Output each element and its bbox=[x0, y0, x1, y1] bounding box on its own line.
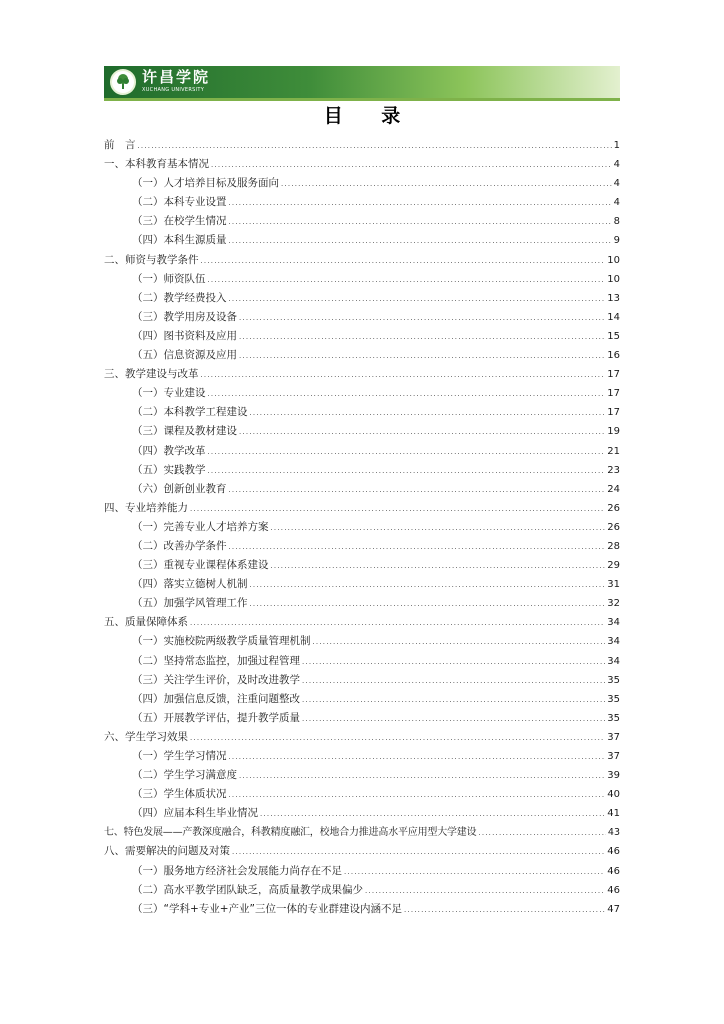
toc-dot-leader bbox=[302, 710, 605, 729]
toc-dot-leader bbox=[190, 614, 605, 633]
toc-entry[interactable] bbox=[104, 804, 620, 823]
toc-dot-leader bbox=[229, 481, 606, 500]
toc-entry[interactable] bbox=[104, 346, 620, 365]
header-underline bbox=[104, 98, 620, 101]
toc-entry-page-number: 13 bbox=[607, 292, 620, 304]
toc-entry[interactable] bbox=[104, 365, 620, 384]
toc-dot-leader bbox=[232, 843, 605, 862]
toc-entry[interactable] bbox=[104, 671, 620, 690]
toc-entry-page-number: 8 bbox=[613, 216, 620, 228]
toc-entry[interactable] bbox=[104, 766, 620, 785]
toc-dot-leader bbox=[302, 653, 605, 672]
toc-entry-title: （三）教学用房及设备 bbox=[132, 310, 237, 323]
toc-entry-title: 前 言 bbox=[104, 139, 136, 151]
toc-entry-title: （二）学生学习满意度 bbox=[132, 769, 237, 782]
toc-entry[interactable] bbox=[104, 862, 620, 881]
toc-entry[interactable] bbox=[104, 881, 620, 900]
toc-entry-page-number: 4 bbox=[613, 197, 620, 209]
toc-dot-leader bbox=[239, 347, 605, 366]
toc-entry-page-number: 32 bbox=[607, 598, 620, 610]
toc-entry[interactable] bbox=[104, 403, 620, 422]
table-of-contents bbox=[104, 136, 620, 919]
toc-entry-title: （四）图书资料及应用 bbox=[132, 329, 237, 342]
toc-entry-page-number: 40 bbox=[607, 789, 620, 801]
toc-entry[interactable] bbox=[104, 327, 620, 346]
toc-entry-page-number: 10 bbox=[607, 254, 620, 266]
toc-entry-page-number: 17 bbox=[607, 369, 620, 381]
toc-dot-leader bbox=[250, 595, 606, 614]
toc-entry-page-number: 26 bbox=[607, 502, 620, 514]
toc-entry[interactable] bbox=[104, 709, 620, 728]
toc-entry-title: （二）本科专业设置 bbox=[132, 196, 227, 209]
toc-entry-title: （三）学生体质状况 bbox=[132, 788, 227, 801]
toc-entry-page-number: 15 bbox=[607, 330, 620, 342]
toc-entry-title: （一）专业建设 bbox=[132, 387, 206, 400]
toc-entry-title: （二）本科教学工程建设 bbox=[132, 406, 248, 419]
toc-entry[interactable] bbox=[104, 480, 620, 499]
toc-entry[interactable] bbox=[104, 594, 620, 613]
toc-dot-leader bbox=[239, 328, 605, 347]
toc-dot-leader bbox=[271, 557, 606, 576]
toc-entry-page-number: 35 bbox=[607, 674, 620, 686]
toc-entry[interactable] bbox=[104, 900, 620, 919]
toc-dot-leader bbox=[271, 519, 606, 538]
tree-icon bbox=[114, 73, 132, 91]
toc-entry-title: 七、特色发展——产教深度融合，科教精度融汇，校地合力推进高水平应用型大学建设 bbox=[104, 827, 477, 839]
toc-entry-page-number: 46 bbox=[607, 884, 620, 896]
toc-entry-page-number: 17 bbox=[607, 407, 620, 419]
page-title: 目 录 bbox=[323, 105, 417, 127]
toc-dot-leader bbox=[404, 901, 605, 920]
toc-dot-leader bbox=[190, 729, 605, 748]
toc-dot-leader bbox=[229, 290, 606, 309]
university-logo-text: 许昌学院 bbox=[142, 68, 211, 86]
toc-dot-leader bbox=[229, 194, 612, 213]
toc-entry-page-number: 37 bbox=[607, 731, 620, 743]
toc-entry-page-number: 46 bbox=[607, 846, 620, 858]
toc-dot-leader bbox=[250, 576, 606, 595]
toc-dot-leader bbox=[229, 748, 606, 767]
toc-entry[interactable] bbox=[104, 174, 620, 193]
toc-entry-title: （五）信息资源及应用 bbox=[132, 349, 237, 362]
toc-entry[interactable] bbox=[104, 537, 620, 556]
toc-entry-title: （五）实践教学 bbox=[132, 463, 206, 476]
toc-entry-page-number: 14 bbox=[607, 311, 620, 323]
toc-entry-title: 六、学生学习效果 bbox=[104, 730, 188, 743]
toc-entry-title: （五）开展教学评估，提升教学质量 bbox=[132, 711, 300, 724]
toc-entry-title: （四）落实立德树人机制 bbox=[132, 578, 248, 591]
toc-entry-page-number: 35 bbox=[607, 693, 620, 705]
toc-dot-leader bbox=[229, 213, 612, 232]
toc-entry-page-number: 35 bbox=[607, 712, 620, 724]
toc-dot-leader bbox=[208, 271, 606, 290]
toc-entry[interactable] bbox=[104, 289, 620, 308]
page-header bbox=[104, 66, 620, 102]
toc-entry-page-number: 34 bbox=[607, 636, 620, 648]
toc-entry-page-number: 34 bbox=[607, 655, 620, 667]
toc-dot-leader bbox=[302, 672, 605, 691]
toc-dot-leader bbox=[344, 863, 605, 882]
toc-entry[interactable] bbox=[104, 212, 620, 231]
toc-entry-title: （四）本科生源质量 bbox=[132, 234, 227, 247]
toc-entry-page-number: 16 bbox=[607, 350, 620, 362]
toc-entry-page-number: 19 bbox=[607, 426, 620, 438]
toc-entry-title: （三）关注学生评价，及时改进教学 bbox=[132, 673, 300, 686]
toc-entry-page-number: 23 bbox=[607, 464, 620, 476]
toc-entry[interactable] bbox=[104, 461, 620, 480]
toc-entry-title: （一）学生学习情况 bbox=[132, 750, 227, 762]
toc-entry[interactable] bbox=[104, 442, 620, 461]
toc-entry[interactable] bbox=[104, 728, 620, 747]
toc-entry[interactable] bbox=[104, 823, 620, 842]
toc-entry-title: （三）“学科+专业+产业”三位一体的专业群建设内涵不足 bbox=[132, 902, 402, 915]
toc-dot-leader bbox=[229, 232, 612, 251]
toc-entry[interactable] bbox=[104, 193, 620, 212]
toc-entry[interactable] bbox=[104, 422, 620, 441]
toc-entry-page-number: 28 bbox=[607, 540, 620, 552]
toc-dot-leader bbox=[260, 805, 605, 824]
toc-entry-title: 五、质量保障体系 bbox=[104, 616, 188, 629]
toc-entry-page-number: 39 bbox=[607, 770, 620, 782]
toc-entry[interactable] bbox=[104, 613, 620, 632]
toc-dot-leader bbox=[201, 252, 606, 271]
toc-entry[interactable] bbox=[104, 155, 620, 174]
university-emblem-icon bbox=[110, 69, 136, 95]
toc-entry-title: （三）课程及教材建设 bbox=[132, 425, 237, 438]
toc-entry[interactable] bbox=[104, 270, 620, 289]
toc-entry-page-number: 41 bbox=[607, 808, 620, 820]
toc-dot-leader bbox=[239, 309, 605, 328]
toc-entry[interactable] bbox=[104, 690, 620, 709]
toc-entry-page-number: 24 bbox=[607, 483, 620, 495]
toc-entry[interactable] bbox=[104, 842, 620, 861]
toc-entry-page-number: 4 bbox=[613, 178, 620, 190]
toc-entry-page-number: 4 bbox=[613, 159, 620, 171]
toc-entry-page-number: 1 bbox=[613, 140, 620, 151]
toc-entry-page-number: 34 bbox=[607, 617, 620, 629]
toc-entry-page-number: 46 bbox=[607, 865, 620, 877]
toc-entry-title: （一）完善专业人才培养方案 bbox=[132, 520, 269, 533]
toc-entry-title: 四、专业培养能力 bbox=[104, 501, 188, 514]
toc-entry-title: （二）教学经费投入 bbox=[132, 291, 227, 304]
toc-entry-title: 一、本科教育基本情况 bbox=[104, 158, 209, 171]
toc-dot-leader bbox=[208, 385, 606, 404]
toc-entry-title: （二）坚持常态监控，加强过程管理 bbox=[132, 654, 300, 667]
toc-dot-leader bbox=[208, 462, 606, 481]
toc-entry-title: （一）人才培养目标及服务面向 bbox=[132, 177, 279, 190]
toc-entry[interactable] bbox=[104, 231, 620, 250]
toc-entry[interactable] bbox=[104, 652, 620, 671]
toc-entry-title: （三）重视专业课程体系建设 bbox=[132, 559, 269, 572]
toc-dot-leader bbox=[365, 882, 605, 901]
toc-entry[interactable] bbox=[104, 251, 620, 270]
toc-entry-page-number: 29 bbox=[607, 560, 620, 572]
toc-entry-title: （五）加强学风管理工作 bbox=[132, 597, 248, 610]
toc-entry-page-number: 21 bbox=[607, 445, 620, 457]
toc-entry-title: （二）高水平教学团队缺乏，高质量教学成果偏少 bbox=[132, 883, 363, 896]
toc-dot-leader bbox=[208, 443, 606, 462]
toc-entry-title: （二）改善办学条件 bbox=[132, 539, 227, 552]
toc-dot-leader bbox=[302, 691, 605, 710]
toc-dot-leader bbox=[250, 404, 606, 423]
toc-entry-title: （一）服务地方经济社会发展能力尚存在不足 bbox=[132, 864, 342, 877]
toc-dot-leader bbox=[190, 500, 605, 519]
university-logo-subtext: XUCHANG UNIVERSITY bbox=[142, 87, 205, 93]
toc-dot-leader bbox=[478, 824, 606, 843]
toc-dot-leader bbox=[281, 175, 612, 194]
toc-entry-page-number: 47 bbox=[607, 903, 620, 915]
toc-entry[interactable] bbox=[104, 136, 620, 155]
toc-dot-leader bbox=[229, 786, 606, 805]
toc-dot-leader bbox=[138, 137, 612, 156]
toc-dot-leader bbox=[313, 633, 606, 652]
toc-entry[interactable] bbox=[104, 556, 620, 575]
toc-entry-page-number: 43 bbox=[607, 827, 620, 839]
toc-entry[interactable] bbox=[104, 384, 620, 403]
toc-entry-page-number: 9 bbox=[613, 235, 620, 247]
toc-entry-title: 八、需要解决的问题及对策 bbox=[104, 845, 230, 858]
toc-entry-page-number: 17 bbox=[607, 388, 620, 400]
toc-entry-title: （六）创新创业教育 bbox=[132, 482, 227, 495]
toc-entry-title: （一）师资队伍 bbox=[132, 272, 206, 285]
toc-entry[interactable] bbox=[104, 518, 620, 537]
toc-entry-page-number: 31 bbox=[607, 579, 620, 591]
toc-entry[interactable] bbox=[104, 632, 620, 651]
toc-entry-title: 三、教学建设与改革 bbox=[104, 368, 199, 381]
toc-entry-title: （四）应届本科生毕业情况 bbox=[132, 807, 258, 820]
toc-entry-title: 二、师资与教学条件 bbox=[104, 253, 199, 266]
toc-entry-title: （四）加强信息反馈，注重问题整改 bbox=[132, 692, 300, 705]
toc-entry-page-number: 26 bbox=[607, 521, 620, 533]
toc-entry-page-number: 10 bbox=[607, 273, 620, 285]
toc-entry[interactable] bbox=[104, 499, 620, 518]
toc-entry-title: （四）教学改革 bbox=[132, 444, 206, 457]
toc-entry-title: （一）实施校院两级教学质量管理机制 bbox=[132, 635, 311, 648]
toc-entry[interactable] bbox=[104, 785, 620, 804]
toc-entry-title: （三）在校学生情况 bbox=[132, 215, 227, 228]
toc-entry[interactable] bbox=[104, 747, 620, 766]
toc-dot-leader bbox=[211, 156, 612, 175]
toc-dot-leader bbox=[239, 767, 605, 786]
toc-entry[interactable] bbox=[104, 575, 620, 594]
toc-entry[interactable] bbox=[104, 308, 620, 327]
toc-dot-leader bbox=[239, 423, 605, 442]
toc-dot-leader bbox=[229, 538, 606, 557]
toc-entry-page-number: 37 bbox=[607, 751, 620, 762]
toc-dot-leader bbox=[201, 366, 606, 385]
